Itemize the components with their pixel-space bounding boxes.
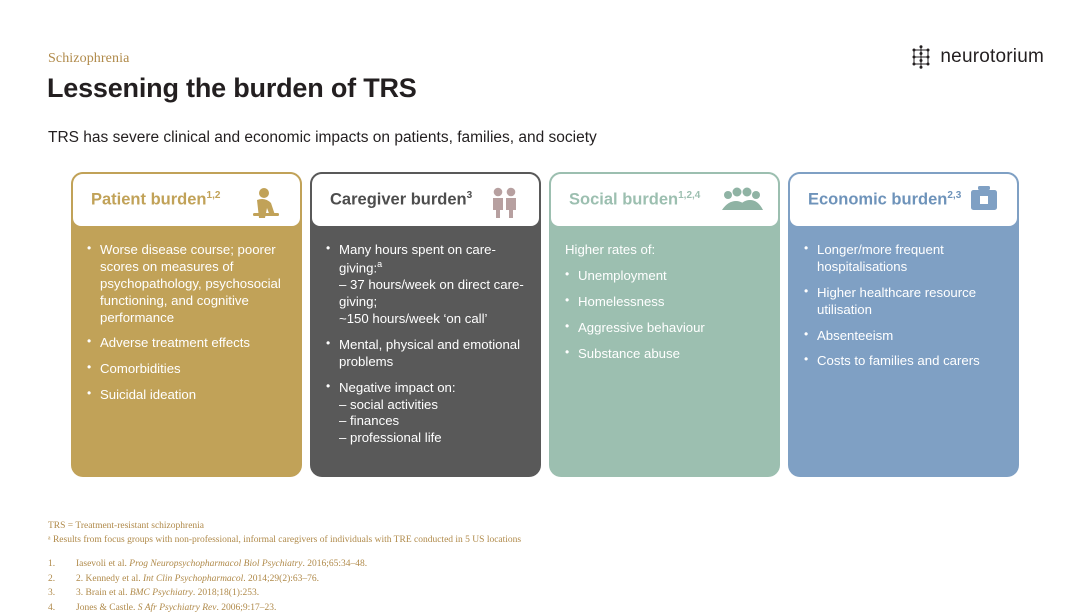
reference-item: [48, 557, 367, 572]
list-item: • Higher healthcare resource utilisation: [804, 285, 1005, 319]
two-people-icon: [483, 180, 527, 229]
list-item-text: Negative impact on:: [339, 379, 456, 395]
list-item: • Aggressive behaviour: [565, 320, 766, 337]
sub-item: – finances: [339, 413, 400, 429]
list-item: • Worse disease course; poorer scores on measures of psychopathology, psychosocial functioning, and cognitive performance: [87, 242, 288, 326]
reference-text: 3. Brain et al. BMC Psychiatry. 2018;18(1):253.: [76, 588, 260, 599]
footnote-abbreviation: TRS = Treatment-resistant schizophrenia: [48, 521, 205, 531]
lead-text: Higher rates of:: [565, 242, 656, 257]
neurotorium-mark-icon: [910, 45, 932, 69]
footnote-a: ᵃ Results from focus groups with non-professional, informal caregivers of individuals with TRE conducted in 5 US locations: [48, 534, 522, 545]
reference-item: [48, 586, 367, 601]
bullet-list: [565, 268, 766, 363]
card-body: [549, 228, 780, 362]
crowd-icon: [718, 180, 766, 229]
footnotes: [48, 520, 521, 548]
card-header: [549, 172, 780, 228]
list-item: • Absenteeism: [804, 328, 1005, 345]
reference-text: 2. Kennedy et al. Int Clin Psychopharmacol. 2014;29(2):63–76.: [76, 573, 320, 584]
card-patient-burden: [71, 172, 302, 477]
brand-logo: [910, 45, 1044, 69]
list-item: • Costs to families and carers: [804, 353, 1005, 370]
page-subtitle: TRS has severe clinical and economic impacts on patients, families, and society: [48, 129, 597, 146]
reference-number: 2.: [48, 573, 56, 584]
bullet-list: [87, 242, 288, 404]
burden-cards: [71, 172, 1019, 477]
reference-number: 4.: [48, 603, 56, 613]
card-body: [71, 228, 302, 404]
card-title: Caregiver burden$^3$: [330, 190, 473, 209]
card-title: Social burden$^{1,2,4}$: [569, 190, 701, 209]
sub-item: – professional life: [339, 430, 442, 446]
card-body: [310, 228, 541, 447]
card-header: [310, 172, 541, 228]
footnote-marker: a: [377, 258, 383, 269]
sub-item: – 37 hours/week on direct care-giving;: [339, 277, 524, 310]
reference-number: 1.: [48, 559, 56, 569]
reference-item: [48, 601, 367, 613]
list-item-text: Many hours spent on care-giving:: [339, 242, 496, 276]
eyebrow-label: Schizophrenia: [48, 51, 130, 66]
brand-name: neurotorium: [940, 46, 1044, 67]
references-list: [48, 557, 367, 613]
list-item: • Mental, physical and emotional problems: [326, 337, 527, 371]
bullet-list: [804, 242, 1005, 370]
reference-text: Iasevoli et al. Prog Neuropsychopharmacol Biol Psychiatry. 2016;65:34–48.: [76, 559, 368, 569]
list-item: [326, 242, 527, 328]
sub-item: – social activities: [339, 396, 438, 412]
list-item: • Unemployment: [565, 268, 766, 285]
sub-item: ~150 hours/week ‘on call’: [339, 310, 488, 326]
reference-number: 3.: [48, 588, 56, 599]
bullet-list: [326, 242, 527, 447]
reference-text: Jones & Castle. S Afr Psychiatry Rev. 2006;9:17–23.: [76, 603, 277, 613]
page-title: Lessening the burden of TRS: [47, 73, 417, 103]
list-item: • Longer/more frequent hospitalisations: [804, 242, 1005, 276]
person-bowed-icon: [244, 180, 288, 229]
card-social-burden: [549, 172, 780, 477]
list-item: [326, 380, 527, 448]
list-item: • Substance abuse: [565, 346, 766, 363]
list-item: • Comorbidities: [87, 361, 288, 378]
card-title: Patient burden$^{1,2}$: [91, 190, 221, 209]
card-header: [788, 172, 1019, 228]
card-economic-burden: [788, 172, 1019, 477]
list-item: • Adverse treatment effects: [87, 335, 288, 352]
reference-item: [48, 572, 367, 587]
card-header: [71, 172, 302, 228]
briefcase-money-icon: [965, 180, 1005, 227]
card-caregiver-burden: [310, 172, 541, 477]
list-item: • Suicidal ideation: [87, 387, 288, 404]
card-body: [788, 228, 1019, 370]
list-item: • Homelessness: [565, 294, 766, 311]
card-title: Economic burden$^{2,3}$: [808, 190, 962, 209]
